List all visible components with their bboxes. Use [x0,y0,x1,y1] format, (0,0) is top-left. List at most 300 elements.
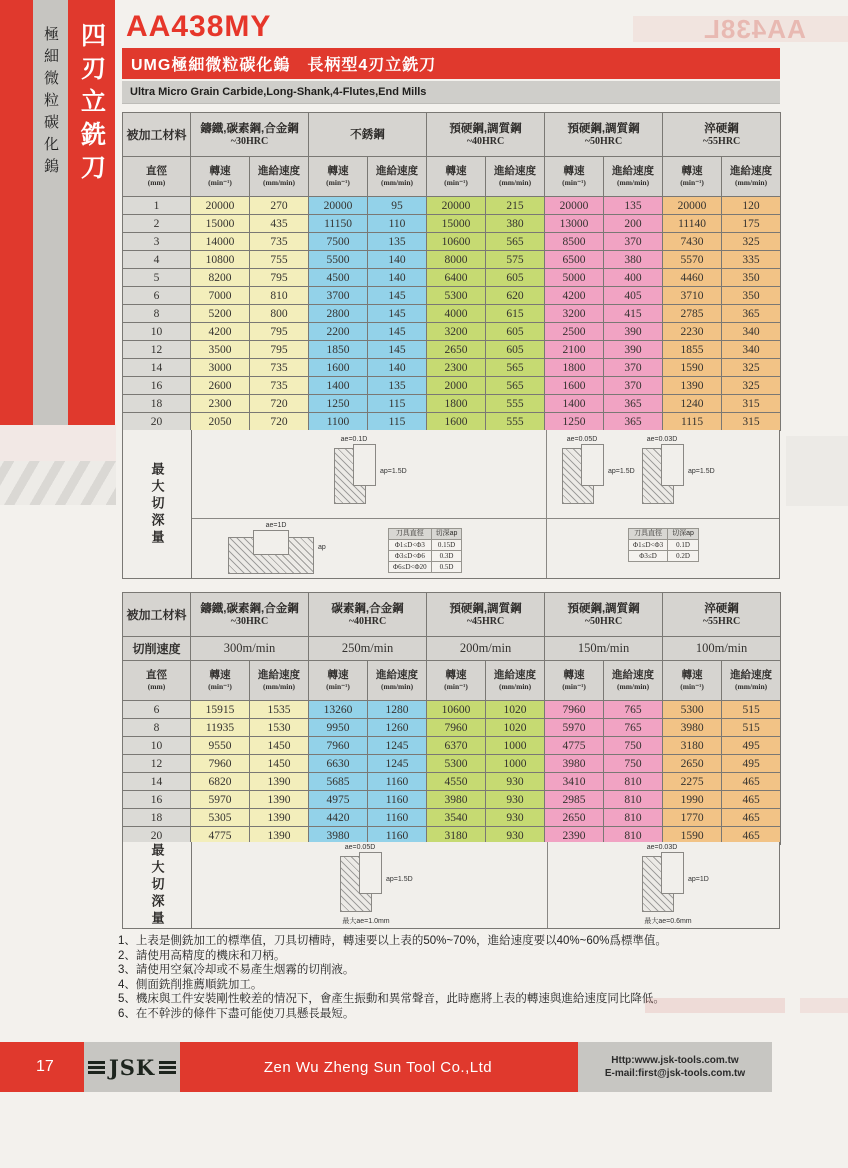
value-cell: 350 [722,269,781,287]
print-bleed-ghost [645,998,785,1013]
value-cell: 20000 [663,197,722,215]
mirrored-ghost-model: AA438L [703,14,806,44]
column-unit: (mm/min) [617,682,650,691]
note-item: 6、在不幹涉的條件下盡可能使刀具懸長最短。 [118,1007,355,1020]
value-cell: 4775 [191,827,250,845]
value-cell: 565 [486,233,545,251]
speed-column-header [545,661,604,701]
value-cell: 3980 [309,827,368,845]
value-cell: 800 [250,305,309,323]
ap-dimension: ap=1.5D [386,876,413,883]
value-cell: 2300 [427,359,486,377]
max-depth-diagrams [192,430,779,578]
column-label: 進給速度 [494,669,537,681]
value-cell: 1400 [309,377,368,395]
value-cell: 795 [250,323,309,341]
column-label: 進給速度 [730,165,773,177]
cutting-speed-value: 200m/min [427,637,545,661]
value-cell: 390 [604,323,663,341]
value-cell: 605 [486,341,545,359]
logo-text: JSK [108,1054,156,1080]
material-group-header [191,113,309,157]
value-cell: 325 [722,233,781,251]
max-depth-label-cell [123,430,192,578]
cutting-speed-label: 切削速度 [123,637,191,661]
material-group-name: 不銹鋼 [350,128,385,141]
depth-cell: 0.5D [431,562,462,573]
material-group-header [663,113,781,157]
table-row [123,269,781,287]
value-cell: 2200 [309,323,368,341]
value-cell: 930 [486,791,545,809]
value-cell: 1390 [250,791,309,809]
value-cell: 8000 [427,251,486,269]
value-cell: 1250 [309,395,368,413]
column-unit: (mm/min) [262,682,296,691]
max-ae-caption: 最大ae=1.0mm [342,918,390,925]
column-label: 進給速度 [258,669,300,681]
value-cell: 465 [722,773,781,791]
value-cell: 145 [368,287,427,305]
depth-cell: 0.1D [668,540,699,551]
value-cell: 1260 [368,719,427,737]
value-cell: 370 [604,359,663,377]
value-cell: 2275 [663,773,722,791]
column-unit: (min⁻¹) [326,682,350,691]
note-item: 4、側面銑削推薦順銑加工。 [118,978,263,991]
value-cell: 15000 [427,215,486,233]
model-number: AA438MY [126,10,272,43]
value-cell: 9950 [309,719,368,737]
diagram-figure [228,530,340,574]
diameter-cell: 2 [123,215,191,233]
value-cell: 1160 [368,827,427,845]
value-cell: 750 [604,737,663,755]
value-cell: 930 [486,773,545,791]
slotting-diagram [228,522,340,574]
value-cell: 435 [250,215,309,233]
value-cell: 3700 [309,287,368,305]
depth-table-row [389,562,462,573]
column-unit: (mm/min) [735,682,768,691]
value-cell: 415 [604,305,663,323]
diameter-column-header [123,661,191,701]
cut-notch [581,444,604,486]
side-milling-diagram [638,844,714,926]
value-cell: 6400 [427,269,486,287]
value-cell: 810 [604,809,663,827]
value-cell: 10600 [427,701,486,719]
value-cell: 370 [604,377,663,395]
column-label: 轉速 [209,669,231,681]
value-cell: 720 [250,413,309,431]
value-cell: 930 [486,809,545,827]
depth-table-row [389,540,462,551]
cut-depth-header: 切深ap [668,529,699,540]
side-milling-diagram [336,844,412,926]
speed-column-header [427,661,486,701]
table-row [123,197,781,215]
table-row [123,701,781,719]
ae-dimension: ae=0.05D [566,436,598,443]
cut-notch [661,444,684,486]
value-cell: 390 [604,341,663,359]
value-cell: 1280 [368,701,427,719]
value-cell: 200 [604,215,663,233]
value-cell: 140 [368,251,427,269]
depth-limit-table-right [628,528,699,562]
diameter-cell: 14 [123,773,191,791]
column-label: 轉速 [445,669,467,681]
value-cell: 365 [604,395,663,413]
column-unit: (min⁻¹) [444,178,468,187]
value-cell: 2050 [191,413,250,431]
value-cell: 3180 [427,827,486,845]
value-cell: 2785 [663,305,722,323]
material-group-hardness: ~30HRC [230,135,269,147]
cutting-speed-value: 150m/min [545,637,663,661]
jsk-logo [84,1042,180,1092]
value-cell: 365 [722,305,781,323]
value-cell: 555 [486,395,545,413]
logo-bars-icon [88,1061,105,1074]
value-cell: 135 [368,233,427,251]
value-cell: 7430 [663,233,722,251]
column-label: 進給速度 [612,165,655,177]
column-label: 轉速 [563,669,585,681]
speed-feed-table-1 [122,112,781,431]
value-cell: 1850 [309,341,368,359]
column-label: 轉速 [681,669,703,681]
diameter-cell: 12 [123,341,191,359]
value-cell: 120 [722,197,781,215]
print-bleed-ghost [0,425,116,461]
speed-column-header [427,157,486,197]
value-cell: 140 [368,269,427,287]
value-cell: 5305 [191,809,250,827]
diagram-figure [638,852,714,914]
value-cell: 7960 [309,737,368,755]
website-url: Http:www.jsk-tools.com.tw [611,1055,739,1066]
value-cell: 465 [722,827,781,845]
speed-column-header [309,157,368,197]
table2-body [123,701,781,845]
value-cell: 4200 [545,287,604,305]
material-group-hardness: ~45HRC [466,615,505,627]
value-cell: 1800 [545,359,604,377]
max-depth-section-2 [122,842,780,929]
value-cell: 11140 [663,215,722,233]
value-cell: 1245 [368,755,427,773]
diameter-cell: 16 [123,377,191,395]
value-cell: 3000 [191,359,250,377]
value-cell: 5200 [191,305,250,323]
value-cell: 1400 [545,395,604,413]
value-cell: 315 [722,395,781,413]
page-number-text: 17 [36,1058,54,1075]
diagram-figure [638,444,714,506]
value-cell: 5300 [663,701,722,719]
value-cell: 7960 [545,701,604,719]
diameter-column-header [123,157,191,197]
value-cell: 1160 [368,773,427,791]
depth-cell: 0.15D [431,540,462,551]
value-cell: 1535 [250,701,309,719]
value-cell: 1240 [663,395,722,413]
diameter-label: 直徑 [146,165,167,177]
value-cell: 1115 [663,413,722,431]
material-group-header [309,113,427,157]
value-cell: 115 [368,413,427,431]
value-cell: 1000 [486,755,545,773]
diameter-unit: (mm) [147,178,166,187]
material-group-header [191,593,309,637]
depth-cell: Φ1≤D<Φ3 [389,540,432,551]
value-cell: 2650 [663,755,722,773]
table-row [123,215,781,233]
ae-dimension: ae=0.05D [344,844,376,851]
feed-column-header [250,157,309,197]
depth-cell: 0.2D [668,551,699,562]
value-cell: 20000 [309,197,368,215]
feed-column-header [250,661,309,701]
table-row [123,791,781,809]
value-cell: 145 [368,305,427,323]
depth-limit-table-left [388,528,462,573]
value-cell: 10800 [191,251,250,269]
value-cell: 2300 [191,395,250,413]
value-cell: 1600 [545,377,604,395]
ap-dimension: ap [318,544,326,551]
value-cell: 110 [368,215,427,233]
value-cell: 6500 [545,251,604,269]
value-cell: 145 [368,341,427,359]
title-english: Ultra Micro Grain Carbide,Long-Shank,4-Flutes,End Mills [130,86,427,98]
value-cell: 4500 [309,269,368,287]
value-cell: 2390 [545,827,604,845]
column-unit: (mm/min) [498,178,532,187]
note-item: 3、請使用空氣冷却或不易產生烟霧的切削液。 [118,964,355,977]
material-group-hardness: ~50HRC [584,135,623,147]
value-cell: 465 [722,809,781,827]
depth-cell: Φ3≤D<Φ6 [389,551,432,562]
sidebar-series-strip [33,0,68,425]
value-cell: 810 [250,287,309,305]
value-cell: 3200 [427,323,486,341]
diameter-cell: 20 [123,413,191,431]
material-group-hardness: ~30HRC [230,615,269,627]
table-row [123,305,781,323]
diameter-cell: 6 [123,701,191,719]
print-bleed-ghost [0,461,116,505]
value-cell: 370 [604,233,663,251]
value-cell: 1770 [663,809,722,827]
depth-table-body [389,540,462,573]
column-label: 進給速度 [730,669,773,681]
diameter-cell: 16 [123,791,191,809]
value-cell: 1530 [250,719,309,737]
column-label: 進給速度 [376,165,419,177]
table-row [123,755,781,773]
material-group-hardness: ~40HRC [466,135,505,147]
column-unit: (min⁻¹) [208,682,232,691]
column-unit: (min⁻¹) [444,682,468,691]
value-cell: 365 [604,413,663,431]
value-cell: 7960 [427,719,486,737]
value-cell: 1590 [663,827,722,845]
value-cell: 335 [722,251,781,269]
value-cell: 1800 [427,395,486,413]
value-cell: 3180 [663,737,722,755]
value-cell: 755 [250,251,309,269]
value-cell: 9550 [191,737,250,755]
material-group-name: 鑄鐵,碳素鋼,合金鋼 [200,602,299,615]
diameter-cell: 12 [123,755,191,773]
value-cell: 465 [722,791,781,809]
contact-info [578,1042,772,1092]
speed-column-header [663,661,722,701]
value-cell: 1020 [486,719,545,737]
column-unit: (mm/min) [617,178,650,187]
value-cell: 1160 [368,809,427,827]
ap-dimension: ap=1D [688,876,709,883]
material-group-name: 碳素鋼,合金鋼 [331,602,404,615]
table-row [123,359,781,377]
speed-column-header [191,661,250,701]
material-group-name: 預硬鋼,調質鋼 [567,602,640,615]
feed-column-header [604,661,663,701]
value-cell: 1990 [663,791,722,809]
depth-table-header-row [629,529,699,540]
diagram-figure [558,444,634,506]
email-address: E-mail:first@jsk-tools.com.tw [604,1068,746,1079]
value-cell: 115 [368,395,427,413]
material-group-hardness: ~50HRC [584,615,623,627]
cutting-speed-row [123,637,781,661]
logo-bars-icon [159,1061,176,1074]
value-cell: 1390 [250,773,309,791]
note-item: 5、機床與工件安裝剛性較差的情况下，會產生振動和異常聲音，此時應將上表的轉速與進給速度同比降低。 [118,993,665,1006]
column-header-row [123,157,781,197]
ap-dimension: ap=1.5D [608,468,635,475]
value-cell: 575 [486,251,545,269]
side-milling-diagram [638,436,714,506]
material-header-row [123,593,781,637]
title-chinese: UMG極細微粒碳化鎢 長柄型4刃立銑刀 [131,57,437,74]
value-cell: 620 [486,287,545,305]
value-cell: 5970 [545,719,604,737]
depth-table-header-row [389,529,462,540]
depth-table-row [629,551,699,562]
ae-dimension: ae=0.03D [646,436,678,443]
value-cell: 720 [250,395,309,413]
value-cell: 3200 [545,305,604,323]
value-cell: 765 [604,719,663,737]
diameter-cell: 10 [123,737,191,755]
value-cell: 495 [722,755,781,773]
diameter-label: 直徑 [146,669,167,681]
column-unit: (min⁻¹) [562,178,586,187]
value-cell: 20000 [545,197,604,215]
value-cell: 15000 [191,215,250,233]
value-cell: 2500 [545,323,604,341]
column-unit: (min⁻¹) [326,178,350,187]
value-cell: 750 [604,755,663,773]
material-group-name: 淬硬鋼 [704,602,739,615]
column-unit: (mm/min) [262,178,296,187]
value-cell: 3410 [545,773,604,791]
value-cell: 515 [722,701,781,719]
column-header-row [123,661,781,701]
value-cell: 140 [368,359,427,377]
value-cell: 795 [250,341,309,359]
material-group-header [545,113,663,157]
value-cell: 495 [722,737,781,755]
value-cell: 3980 [545,755,604,773]
value-cell: 15915 [191,701,250,719]
max-depth-label: 最大切深量 [149,461,165,547]
table1-body [123,197,781,431]
value-cell: 6630 [309,755,368,773]
value-cell: 340 [722,341,781,359]
value-cell: 1600 [427,413,486,431]
value-cell: 11150 [309,215,368,233]
depth-table-row [629,540,699,551]
diameter-cell: 6 [123,287,191,305]
diameter-cell: 4 [123,251,191,269]
speed-feed-table-2 [122,592,781,845]
ap-dimension: ap=1.5D [688,468,715,475]
diameter-cell: 10 [123,323,191,341]
value-cell: 5500 [309,251,368,269]
note-item: 1、上表是側銑加工的標準值，刀具切槽時，轉速要以上表的50%~70%，進給速度要以40%~60%爲標準值。 [118,935,667,947]
material-group-header [309,593,427,637]
value-cell: 380 [604,251,663,269]
feed-column-header [722,661,781,701]
cutting-speed-value: 100m/min [663,637,781,661]
value-cell: 2230 [663,323,722,341]
feed-column-header [368,157,427,197]
diameter-cell: 8 [123,305,191,323]
value-cell: 1390 [663,377,722,395]
diagram-figure [336,852,412,914]
value-cell: 4200 [191,323,250,341]
value-cell: 605 [486,323,545,341]
value-cell: 4775 [545,737,604,755]
value-cell: 7960 [191,755,250,773]
value-cell: 145 [368,323,427,341]
diameter-unit: (mm) [147,682,166,691]
feed-column-header [486,661,545,701]
value-cell: 20000 [191,197,250,215]
material-header-row [123,113,781,157]
value-cell: 1250 [545,413,604,431]
value-cell: 735 [250,233,309,251]
print-bleed-ghost [800,998,848,1013]
speed-column-header [191,157,250,197]
table-row [123,737,781,755]
material-label: 被加工材料 [123,113,191,157]
value-cell: 3710 [663,287,722,305]
column-unit: (mm/min) [380,682,414,691]
material-group-header [427,113,545,157]
table-row [123,377,781,395]
value-cell: 515 [722,719,781,737]
speed-column-header [309,661,368,701]
diameter-cell: 14 [123,359,191,377]
value-cell: 615 [486,305,545,323]
ap-dimension: ap=1.5D [380,468,407,475]
